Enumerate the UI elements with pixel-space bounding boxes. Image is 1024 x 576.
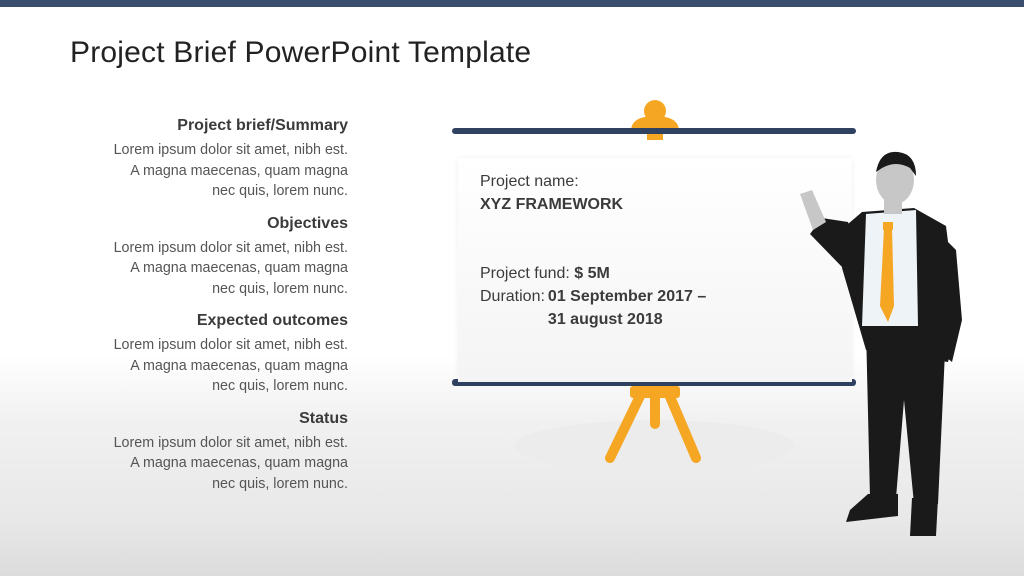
section-heading: Status: [299, 409, 348, 427]
presenter-figure: [800, 152, 962, 536]
section-heading: Expected outcomes: [196, 312, 348, 329]
section-line: nec quis, lorem nunc.: [212, 378, 348, 394]
project-name-label: Project name:: [480, 173, 579, 190]
slide-title: Project Brief PowerPoint Template: [70, 36, 532, 69]
section-line: nec quis, lorem nunc.: [212, 183, 348, 199]
section-line: A magna maecenas, quam magna: [130, 162, 348, 179]
duration-line: 01 September 2017 –: [547, 288, 707, 305]
section-line: Lorem ipsum dolor sit amet, nibh est.: [113, 142, 348, 158]
section-line: Lorem ipsum dolor sit amet, nibh est.: [113, 239, 348, 256]
project-name-value: XYZ FRAMEWORK: [480, 196, 624, 213]
duration-label: Duration:: [480, 288, 545, 305]
section-line: Lorem ipsum dolor sit amet, nibh est.: [113, 434, 348, 451]
duration-line: 31 august 2018: [547, 311, 663, 328]
fund-label: Project fund:: [480, 265, 570, 282]
section-line: nec quis, lorem nunc.: [212, 475, 348, 492]
section-heading: Objectives: [267, 214, 348, 232]
section-line: A magna maecenas, quam magna: [130, 357, 348, 374]
fund-value: $ 5M: [574, 265, 610, 282]
section-line: Lorem ipsum dolor sit amet, nibh est.: [113, 337, 348, 353]
section-line: A magna maecenas, quam magna: [130, 455, 348, 471]
section-line: A magna maecenas, quam magna: [130, 260, 348, 276]
section-heading: Project brief/Summary: [177, 117, 348, 134]
section-line: nec quis, lorem nunc.: [212, 280, 348, 297]
